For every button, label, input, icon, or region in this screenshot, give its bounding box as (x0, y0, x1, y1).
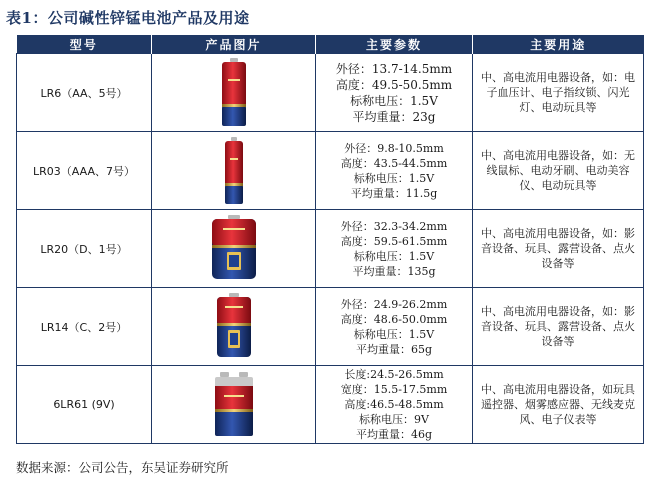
param-voltage: 标称电压：1.5V (350, 93, 438, 108)
model-cell: LR14（C、2号） (17, 288, 152, 366)
battery-table (16, 35, 644, 444)
param-weight: 平均重量：65g (355, 342, 433, 356)
param-diameter: 外径：9.8-10.5mm (344, 141, 444, 155)
param-length: 长度:24.5-26.5mm (344, 368, 444, 381)
header-params: 主要参数 (316, 35, 473, 54)
param-height: 高度：48.6-50.0mm (340, 312, 448, 326)
usage-cell: 中、高电流用电器设备，如：无线鼠标、电动牙刷、电动美容仪、电动玩具等 (473, 132, 644, 210)
params-cell (316, 288, 473, 366)
image-cell (152, 54, 316, 132)
params-cell (316, 366, 473, 444)
table-row (17, 132, 644, 210)
param-weight: 平均重量：11.5g (350, 186, 438, 200)
image-cell (152, 210, 316, 288)
params-cell (316, 132, 473, 210)
usage-cell: 中、高电流用电器设备，如玩具遥控器、烟雾感应器、无线麦克风、电子仪表等 (473, 366, 644, 444)
image-cell (152, 366, 316, 444)
param-voltage: 标称电压：9V (359, 413, 429, 426)
aaa-battery-icon (221, 136, 247, 206)
data-source: 数据来源：公司公告，东吴证券研究所 (16, 460, 229, 475)
param-width: 宽度：15.5-17.5mm (340, 383, 448, 396)
usage-cell: 中、高电流用电器设备，如：影音设备、玩具、露营设备、点火设备等 (473, 288, 644, 366)
header-model: 型号 (17, 35, 152, 54)
usage-cell: 中、高电流用电器设备，如：电子血压计、电子指纹锁、闪光灯、电动玩具等 (473, 54, 644, 132)
model-cell: LR03（AAA、7号） (17, 132, 152, 210)
header-image: 产品图片 (152, 35, 316, 54)
param-height: 高度:46.5-48.5mm (344, 398, 444, 411)
param-diameter: 外径：24.9-26.2mm (340, 297, 448, 311)
usage-cell: 中、高电流用电器设备，如：影音设备、玩具、露营设备、点火设备等 (473, 210, 644, 288)
param-voltage: 标称电压：1.5V (353, 249, 435, 263)
params-cell (316, 54, 473, 132)
param-voltage: 标称电压：1.5V (353, 327, 435, 341)
param-weight: 平均重量：23g (352, 109, 436, 124)
table-row (17, 210, 644, 288)
image-cell (152, 288, 316, 366)
param-height: 高度：43.5-44.5mm (340, 156, 448, 170)
header-usage: 主要用途 (473, 35, 644, 54)
params-cell (316, 210, 473, 288)
param-height: 高度：49.5-50.5mm (335, 77, 453, 92)
model-cell: LR20（D、1号） (17, 210, 152, 288)
param-weight: 平均重量：46g (355, 428, 433, 441)
table-row (17, 288, 644, 366)
d-battery-icon (209, 214, 259, 284)
param-weight: 平均重量：135g (352, 264, 436, 278)
param-voltage: 标称电压：1.5V (353, 171, 435, 185)
9v-battery-icon (212, 370, 256, 440)
image-cell (152, 132, 316, 210)
c-battery-icon (214, 292, 254, 362)
param-diameter: 外径：32.3-34.2mm (340, 219, 448, 233)
table-row (17, 366, 644, 444)
table-title: 表1：公司碱性锌锰电池产品及用途 (6, 9, 250, 27)
aa-battery-icon (219, 57, 249, 129)
model-cell: 6LR61 (9V) (17, 366, 152, 444)
param-diameter: 外径：13.7-14.5mm (335, 61, 453, 76)
table-row (17, 54, 644, 132)
table-header-row (17, 35, 644, 54)
model-cell: LR6（AA、5号） (17, 54, 152, 132)
param-height: 高度：59.5-61.5mm (340, 234, 448, 248)
